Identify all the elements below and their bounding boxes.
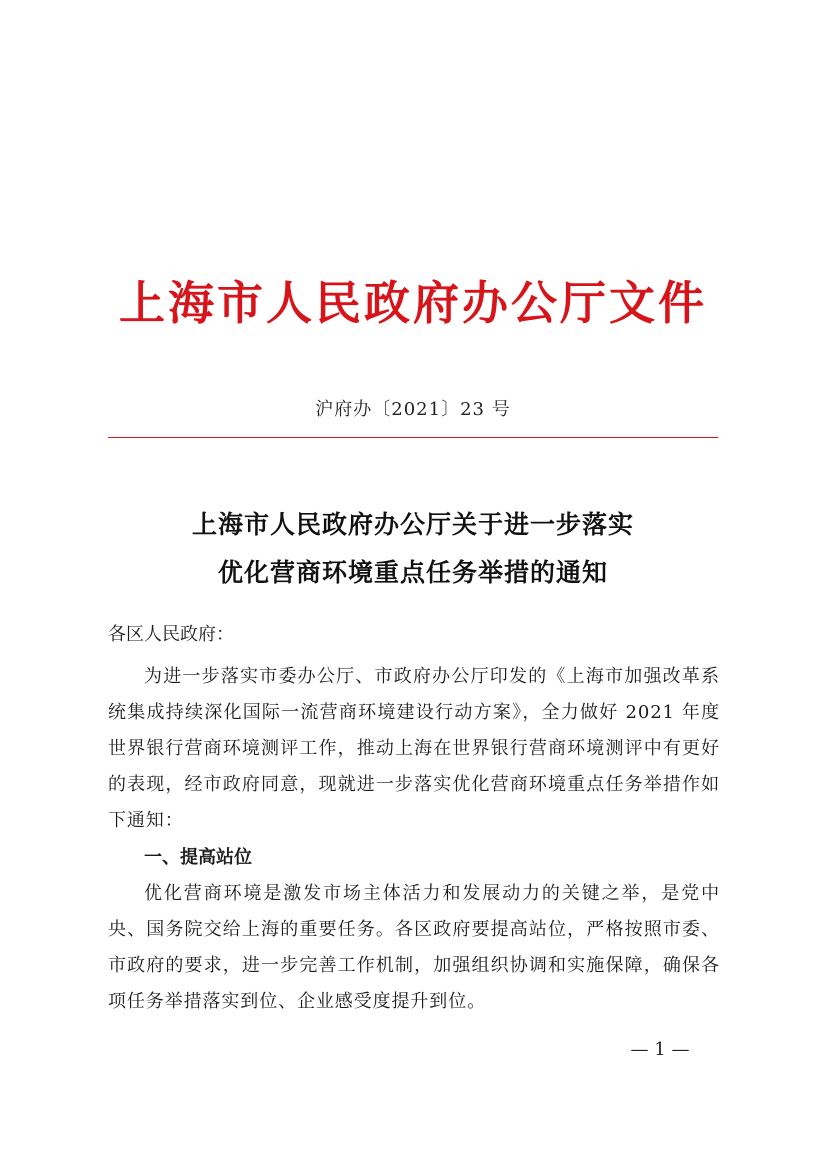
red-separator-line (108, 437, 718, 438)
body-paragraph-1: 为进一步落实市委办公厅、市政府办公厅印发的《上海市加强改革系统集成持续深化国际一流营商环境建设行动方案》，全力做好 2021 年度世界银行营商环境测评工作，推动上海在世界银行营商环境测评中有更好的表现，经市政府同意，现就进一步落实优化营商环境重点任务举措作如下通知： (108, 666, 720, 831)
issuing-authority-title: 上海市人民政府办公厅文件 (119, 276, 707, 330)
notice-title-line-1: 上海市人民政府办公厅关于进一步落实 (191, 510, 634, 539)
body-paragraph-2: 优化营商环境是激发市场主体活力和发展动力的关键之举，是党中央、国务院交给上海的重要任务。各区政府要提高站位，严格按照市委、市政府的要求，进一步完善工作机制，加强组织协调和实施保障，确保各项任务举措落实到位、企业感受度提升到位。 (108, 883, 720, 1012)
salutation: 各区人民政府： (108, 624, 234, 645)
page-number: — 1 — (630, 1039, 690, 1060)
document-number: 沪府办〔2021〕23 号 (315, 399, 511, 420)
notice-title-line-2: 优化营商环境重点任务举措的通知 (217, 558, 608, 587)
section-heading-1: 一、提高站位 (144, 847, 252, 868)
